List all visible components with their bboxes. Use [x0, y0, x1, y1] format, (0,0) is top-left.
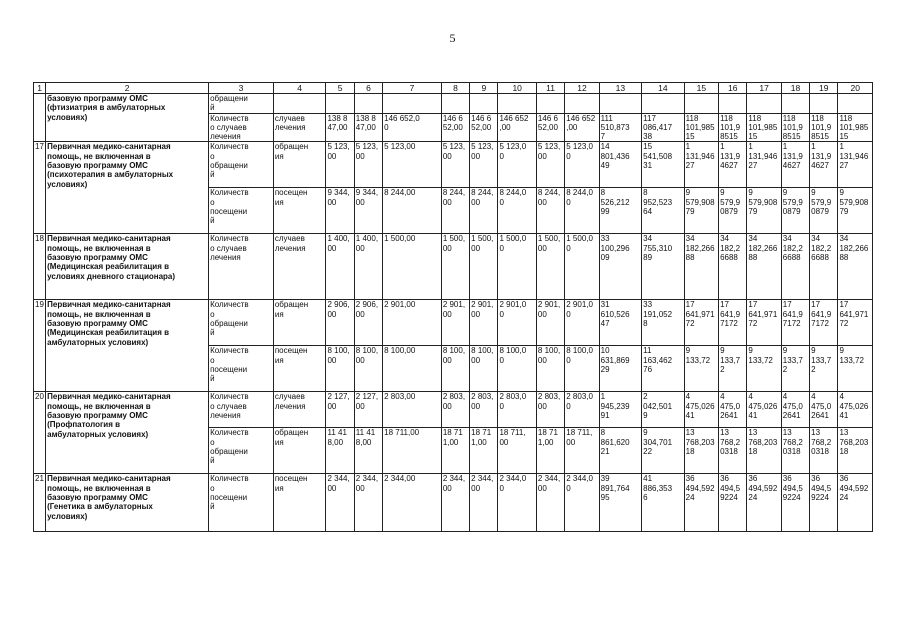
value-cell: 34 182,2 6688 [719, 234, 747, 300]
column-header: 13 [599, 83, 642, 94]
indicator-cell: Количеств о случаев лечения [209, 392, 274, 428]
value-cell: 4 475,0 2641 [810, 392, 838, 428]
row-number: 18 [34, 234, 46, 300]
value-cell [810, 94, 838, 114]
value-cell: 2 803, 00 [470, 392, 498, 428]
value-cell: 4 475,026 41 [684, 392, 718, 428]
row-number: 21 [34, 474, 46, 532]
value-cell: 8 100, 00 [326, 346, 354, 392]
column-header: 7 [383, 83, 442, 94]
value-cell [599, 94, 642, 114]
value-cell: 11 41 8,00 [354, 428, 382, 474]
column-header: 14 [642, 83, 685, 94]
value-cell: 11 41 8,00 [326, 428, 354, 474]
unit-cell: обращен ия [273, 300, 326, 346]
value-cell: 17 641,971 72 [684, 300, 718, 346]
indicator-cell: Количеств о обращени й [209, 428, 274, 474]
value-cell: 31 610,526 47 [599, 300, 642, 346]
value-cell: 1 131,9 4627 [719, 142, 747, 188]
unit-cell: обращен ия [273, 142, 326, 188]
value-cell: 9 304,701 22 [642, 428, 685, 474]
value-cell: 5 123, 00 [441, 142, 469, 188]
value-cell: 2 906, 00 [354, 300, 382, 346]
row-number [34, 94, 46, 142]
value-cell: 118 101,985 15 [838, 113, 873, 142]
unit-cell: случаев лечения [273, 234, 326, 300]
value-cell: 2 901, 00 [441, 300, 469, 346]
value-cell: 33 100,296 09 [599, 234, 642, 300]
value-cell: 2 344,0 0 [565, 474, 599, 532]
column-header: 8 [441, 83, 469, 94]
column-header: 3 [209, 83, 274, 94]
value-cell: 41 886,353 6 [642, 474, 685, 532]
value-cell [326, 94, 354, 114]
value-cell: 34 182,2 6688 [810, 234, 838, 300]
unit-cell: посещен ия [273, 188, 326, 234]
table-row [34, 392, 873, 428]
value-cell: 9 579,908 79 [838, 188, 873, 234]
indicator-cell: Количеств о посещени й [209, 474, 274, 532]
value-cell: 34 182,2 6688 [781, 234, 809, 300]
indicator-cell: Количеств о обращени й [209, 300, 274, 346]
value-cell: 5 123, 00 [326, 142, 354, 188]
value-cell: 146 652 ,00 [498, 113, 536, 142]
value-cell: 2 901,00 [383, 300, 442, 346]
value-cell: 34 182,266 88 [684, 234, 718, 300]
care-type-name: Первичная медико-санитарная помощь, не включенная в базовую программу ОМС (Медицинская реабилитация в условиях дневного стационара) [46, 234, 209, 300]
value-cell: 18 711,00 [383, 428, 442, 474]
value-cell: 2 803,0 0 [565, 392, 599, 428]
value-cell: 9 133,72 [747, 346, 781, 392]
value-cell: 1 500, 00 [536, 234, 564, 300]
value-cell: 34 182,266 88 [747, 234, 781, 300]
unit-cell: посещен ия [273, 474, 326, 532]
value-cell: 13 768,203 18 [747, 428, 781, 474]
value-cell: 2 042,501 9 [642, 392, 685, 428]
value-cell: 8 244, 00 [536, 188, 564, 234]
indicator-cell: Количеств о случаев лечения [209, 113, 274, 142]
value-cell [642, 94, 685, 114]
value-cell: 13 768,203 18 [684, 428, 718, 474]
value-cell: 36 494,5 9224 [810, 474, 838, 532]
indicator-cell: Количеств о обращени й [209, 142, 274, 188]
value-cell: 2 803,0 0 [498, 392, 536, 428]
unit-cell: случаев лечения [273, 113, 326, 142]
value-cell: 5 123, 00 [470, 142, 498, 188]
column-header: 10 [498, 83, 536, 94]
value-cell: 138 8 47,00 [326, 113, 354, 142]
value-cell: 8 100, 00 [470, 346, 498, 392]
value-cell: 8 244,0 0 [498, 188, 536, 234]
value-cell: 9 344, 00 [354, 188, 382, 234]
column-header: 12 [565, 83, 599, 94]
page-number: 5 [449, 31, 456, 45]
value-cell: 1 500,0 0 [565, 234, 599, 300]
value-cell: 34 182,266 88 [838, 234, 873, 300]
table-body [34, 94, 873, 532]
value-cell: 17 641,9 7172 [810, 300, 838, 346]
table-row [34, 94, 873, 114]
value-cell: 2 344, 00 [536, 474, 564, 532]
value-cell: 2 344,0 0 [498, 474, 536, 532]
value-cell: 9 579,9 0879 [810, 188, 838, 234]
value-cell: 13 768,2 0318 [719, 428, 747, 474]
indicator-cell: Количеств о посещени й [209, 188, 274, 234]
value-cell: 36 494,592 24 [684, 474, 718, 532]
value-cell: 146 652 ,00 [565, 113, 599, 142]
care-type-name: Первичная медико-санитарная помощь, не включенная в базовую программу ОМС (психотерапия в амбулаторных условиях) [46, 142, 209, 234]
value-cell: 9 133,72 [684, 346, 718, 392]
value-cell: 4 475,026 41 [838, 392, 873, 428]
value-cell: 11 163,462 76 [642, 346, 685, 392]
table-row [34, 142, 873, 188]
value-cell: 9 133,7 2 [781, 346, 809, 392]
value-cell: 8 100, 00 [536, 346, 564, 392]
value-cell: 5 123, 00 [536, 142, 564, 188]
unit-cell [273, 94, 326, 114]
value-cell: 36 494,592 24 [747, 474, 781, 532]
value-cell: 2 901,0 0 [498, 300, 536, 346]
value-cell: 18 71 1,00 [470, 428, 498, 474]
value-cell: 1 500, 00 [470, 234, 498, 300]
column-header: 11 [536, 83, 564, 94]
value-cell: 8 861,620 21 [599, 428, 642, 474]
value-cell: 36 494,5 9224 [719, 474, 747, 532]
value-cell: 13 768,203 18 [838, 428, 873, 474]
value-cell: 8 100, 00 [441, 346, 469, 392]
value-cell: 9 133,72 [838, 346, 873, 392]
value-cell [354, 94, 382, 114]
value-cell: 8 526,212 99 [599, 188, 642, 234]
value-cell: 5 123, 00 [354, 142, 382, 188]
value-cell: 9 344, 00 [326, 188, 354, 234]
table-row [34, 474, 873, 532]
value-cell: 2 127, 00 [326, 392, 354, 428]
value-cell: 5 123,00 [383, 142, 442, 188]
row-number: 19 [34, 300, 46, 392]
value-cell: 4 475,026 41 [747, 392, 781, 428]
value-cell: 18 711, 00 [565, 428, 599, 474]
column-numbers-row [34, 83, 873, 94]
value-cell [470, 94, 498, 114]
column-header: 1 [34, 83, 46, 94]
value-cell: 10 631,869 29 [599, 346, 642, 392]
value-cell: 2 344, 00 [354, 474, 382, 532]
value-cell: 146 652,0 0 [383, 113, 442, 142]
value-cell: 9 579,908 79 [747, 188, 781, 234]
value-cell: 1 400, 00 [326, 234, 354, 300]
value-cell: 146 6 52,00 [536, 113, 564, 142]
value-cell: 9 579,9 0879 [781, 188, 809, 234]
value-cell: 2 344, 00 [326, 474, 354, 532]
column-header: 9 [470, 83, 498, 94]
value-cell: 4 475,0 2641 [719, 392, 747, 428]
value-cell: 9 579,9 0879 [719, 188, 747, 234]
value-cell: 146 6 52,00 [441, 113, 469, 142]
value-cell: 1 500, 00 [441, 234, 469, 300]
value-cell: 39 891,764 95 [599, 474, 642, 532]
column-header: 2 [46, 83, 209, 94]
value-cell: 8 244, 00 [470, 188, 498, 234]
value-cell: 117 086,417 38 [642, 113, 685, 142]
value-cell [747, 94, 781, 114]
row-number: 17 [34, 142, 46, 234]
value-cell: 18 71 1,00 [536, 428, 564, 474]
column-header: 4 [273, 83, 326, 94]
value-cell: 17 641,9 7172 [719, 300, 747, 346]
value-cell: 118 101,9 8515 [810, 113, 838, 142]
table-row [34, 234, 873, 300]
value-cell: 13 768,2 0318 [781, 428, 809, 474]
value-cell [719, 94, 747, 114]
value-cell: 2 901, 00 [536, 300, 564, 346]
unit-cell: посещен ия [273, 346, 326, 392]
indicator-cell: Количеств о случаев лечения [209, 234, 274, 300]
value-cell: 118 101,9 8515 [781, 113, 809, 142]
column-header: 19 [810, 83, 838, 94]
value-cell: 8 100, 00 [354, 346, 382, 392]
value-cell [684, 94, 718, 114]
value-cell: 1 131,946 27 [838, 142, 873, 188]
value-cell: 2 803, 00 [441, 392, 469, 428]
value-cell [565, 94, 599, 114]
value-cell: 8 244,0 0 [565, 188, 599, 234]
value-cell: 9 133,7 2 [719, 346, 747, 392]
value-cell [441, 94, 469, 114]
value-cell: 14 801,436 49 [599, 142, 642, 188]
row-number: 20 [34, 392, 46, 474]
value-cell: 9 579,908 79 [684, 188, 718, 234]
value-cell: 146 6 52,00 [470, 113, 498, 142]
value-cell: 8 952,523 64 [642, 188, 685, 234]
indicator-cell: Количеств о посещени й [209, 346, 274, 392]
value-cell: 2 803,00 [383, 392, 442, 428]
column-header: 18 [781, 83, 809, 94]
value-cell: 118 101,9 8515 [719, 113, 747, 142]
column-header: 16 [719, 83, 747, 94]
unit-cell: обращен ия [273, 428, 326, 474]
value-cell: 36 494,592 24 [838, 474, 873, 532]
value-cell: 5 123,0 0 [498, 142, 536, 188]
value-cell: 2 127, 00 [354, 392, 382, 428]
value-cell: 13 768,2 0318 [810, 428, 838, 474]
value-cell: 8 100,0 0 [498, 346, 536, 392]
value-cell: 2 901, 00 [470, 300, 498, 346]
value-cell: 1 945,239 91 [599, 392, 642, 428]
value-cell: 9 133,7 2 [810, 346, 838, 392]
value-cell: 36 494,5 9224 [781, 474, 809, 532]
value-cell [498, 94, 536, 114]
value-cell: 8 244,00 [383, 188, 442, 234]
value-cell [536, 94, 564, 114]
value-cell: 2 906, 00 [326, 300, 354, 346]
value-cell: 8 100,00 [383, 346, 442, 392]
value-cell: 18 711, 00 [498, 428, 536, 474]
value-cell: 1 131,946 27 [684, 142, 718, 188]
column-header: 17 [747, 83, 781, 94]
value-cell: 1 131,9 4627 [810, 142, 838, 188]
care-type-name: Первичная медико-санитарная помощь, не включенная в базовую программу ОМС (Профпатология в амбулаторных условиях) [46, 392, 209, 474]
value-cell: 2 901,0 0 [565, 300, 599, 346]
value-cell: 8 244, 00 [441, 188, 469, 234]
value-cell: 17 641,971 72 [838, 300, 873, 346]
value-cell: 2 344,00 [383, 474, 442, 532]
value-cell [383, 94, 442, 114]
value-cell [781, 94, 809, 114]
unit-cell: случаев лечения [273, 392, 326, 428]
value-cell: 111 510,873 7 [599, 113, 642, 142]
column-header: 6 [354, 83, 382, 94]
value-cell: 15 541,508 31 [642, 142, 685, 188]
value-cell: 18 71 1,00 [441, 428, 469, 474]
value-cell: 1 131,946 27 [747, 142, 781, 188]
table-row [34, 300, 873, 346]
value-cell: 1 400, 00 [354, 234, 382, 300]
care-type-name: базовую программу ОМС (фтизиатрия в амбулаторных условиях) [46, 94, 209, 142]
value-cell: 33 191,052 8 [642, 300, 685, 346]
tariff-table [33, 82, 873, 532]
value-cell: 2 803, 00 [536, 392, 564, 428]
care-type-name: Первичная медико-санитарная помощь, не включенная в базовую программу ОМС (Медицинская реабилитация в амбулаторных условиях) [46, 300, 209, 392]
care-type-name: Первичная медико-санитарная помощь, не включенная в базовую программу ОМС (Генетика в амбулаторных условиях) [46, 474, 209, 532]
column-header: 5 [326, 83, 354, 94]
value-cell: 118 101,985 15 [747, 113, 781, 142]
value-cell [838, 94, 873, 114]
value-cell: 1 500,0 0 [498, 234, 536, 300]
value-cell: 138 8 47,00 [354, 113, 382, 142]
column-header: 20 [838, 83, 873, 94]
value-cell: 2 344, 00 [441, 474, 469, 532]
value-cell: 1 131,9 4627 [781, 142, 809, 188]
value-cell: 17 641,971 72 [747, 300, 781, 346]
value-cell: 1 500,00 [383, 234, 442, 300]
value-cell: 2 344, 00 [470, 474, 498, 532]
value-cell: 4 475,0 2641 [781, 392, 809, 428]
value-cell: 118 101,985 15 [684, 113, 718, 142]
value-cell: 17 641,9 7172 [781, 300, 809, 346]
value-cell: 5 123,0 0 [565, 142, 599, 188]
value-cell: 34 755,310 89 [642, 234, 685, 300]
column-header: 15 [684, 83, 718, 94]
value-cell: 8 100,0 0 [565, 346, 599, 392]
indicator-cell: обращени й [209, 94, 274, 114]
